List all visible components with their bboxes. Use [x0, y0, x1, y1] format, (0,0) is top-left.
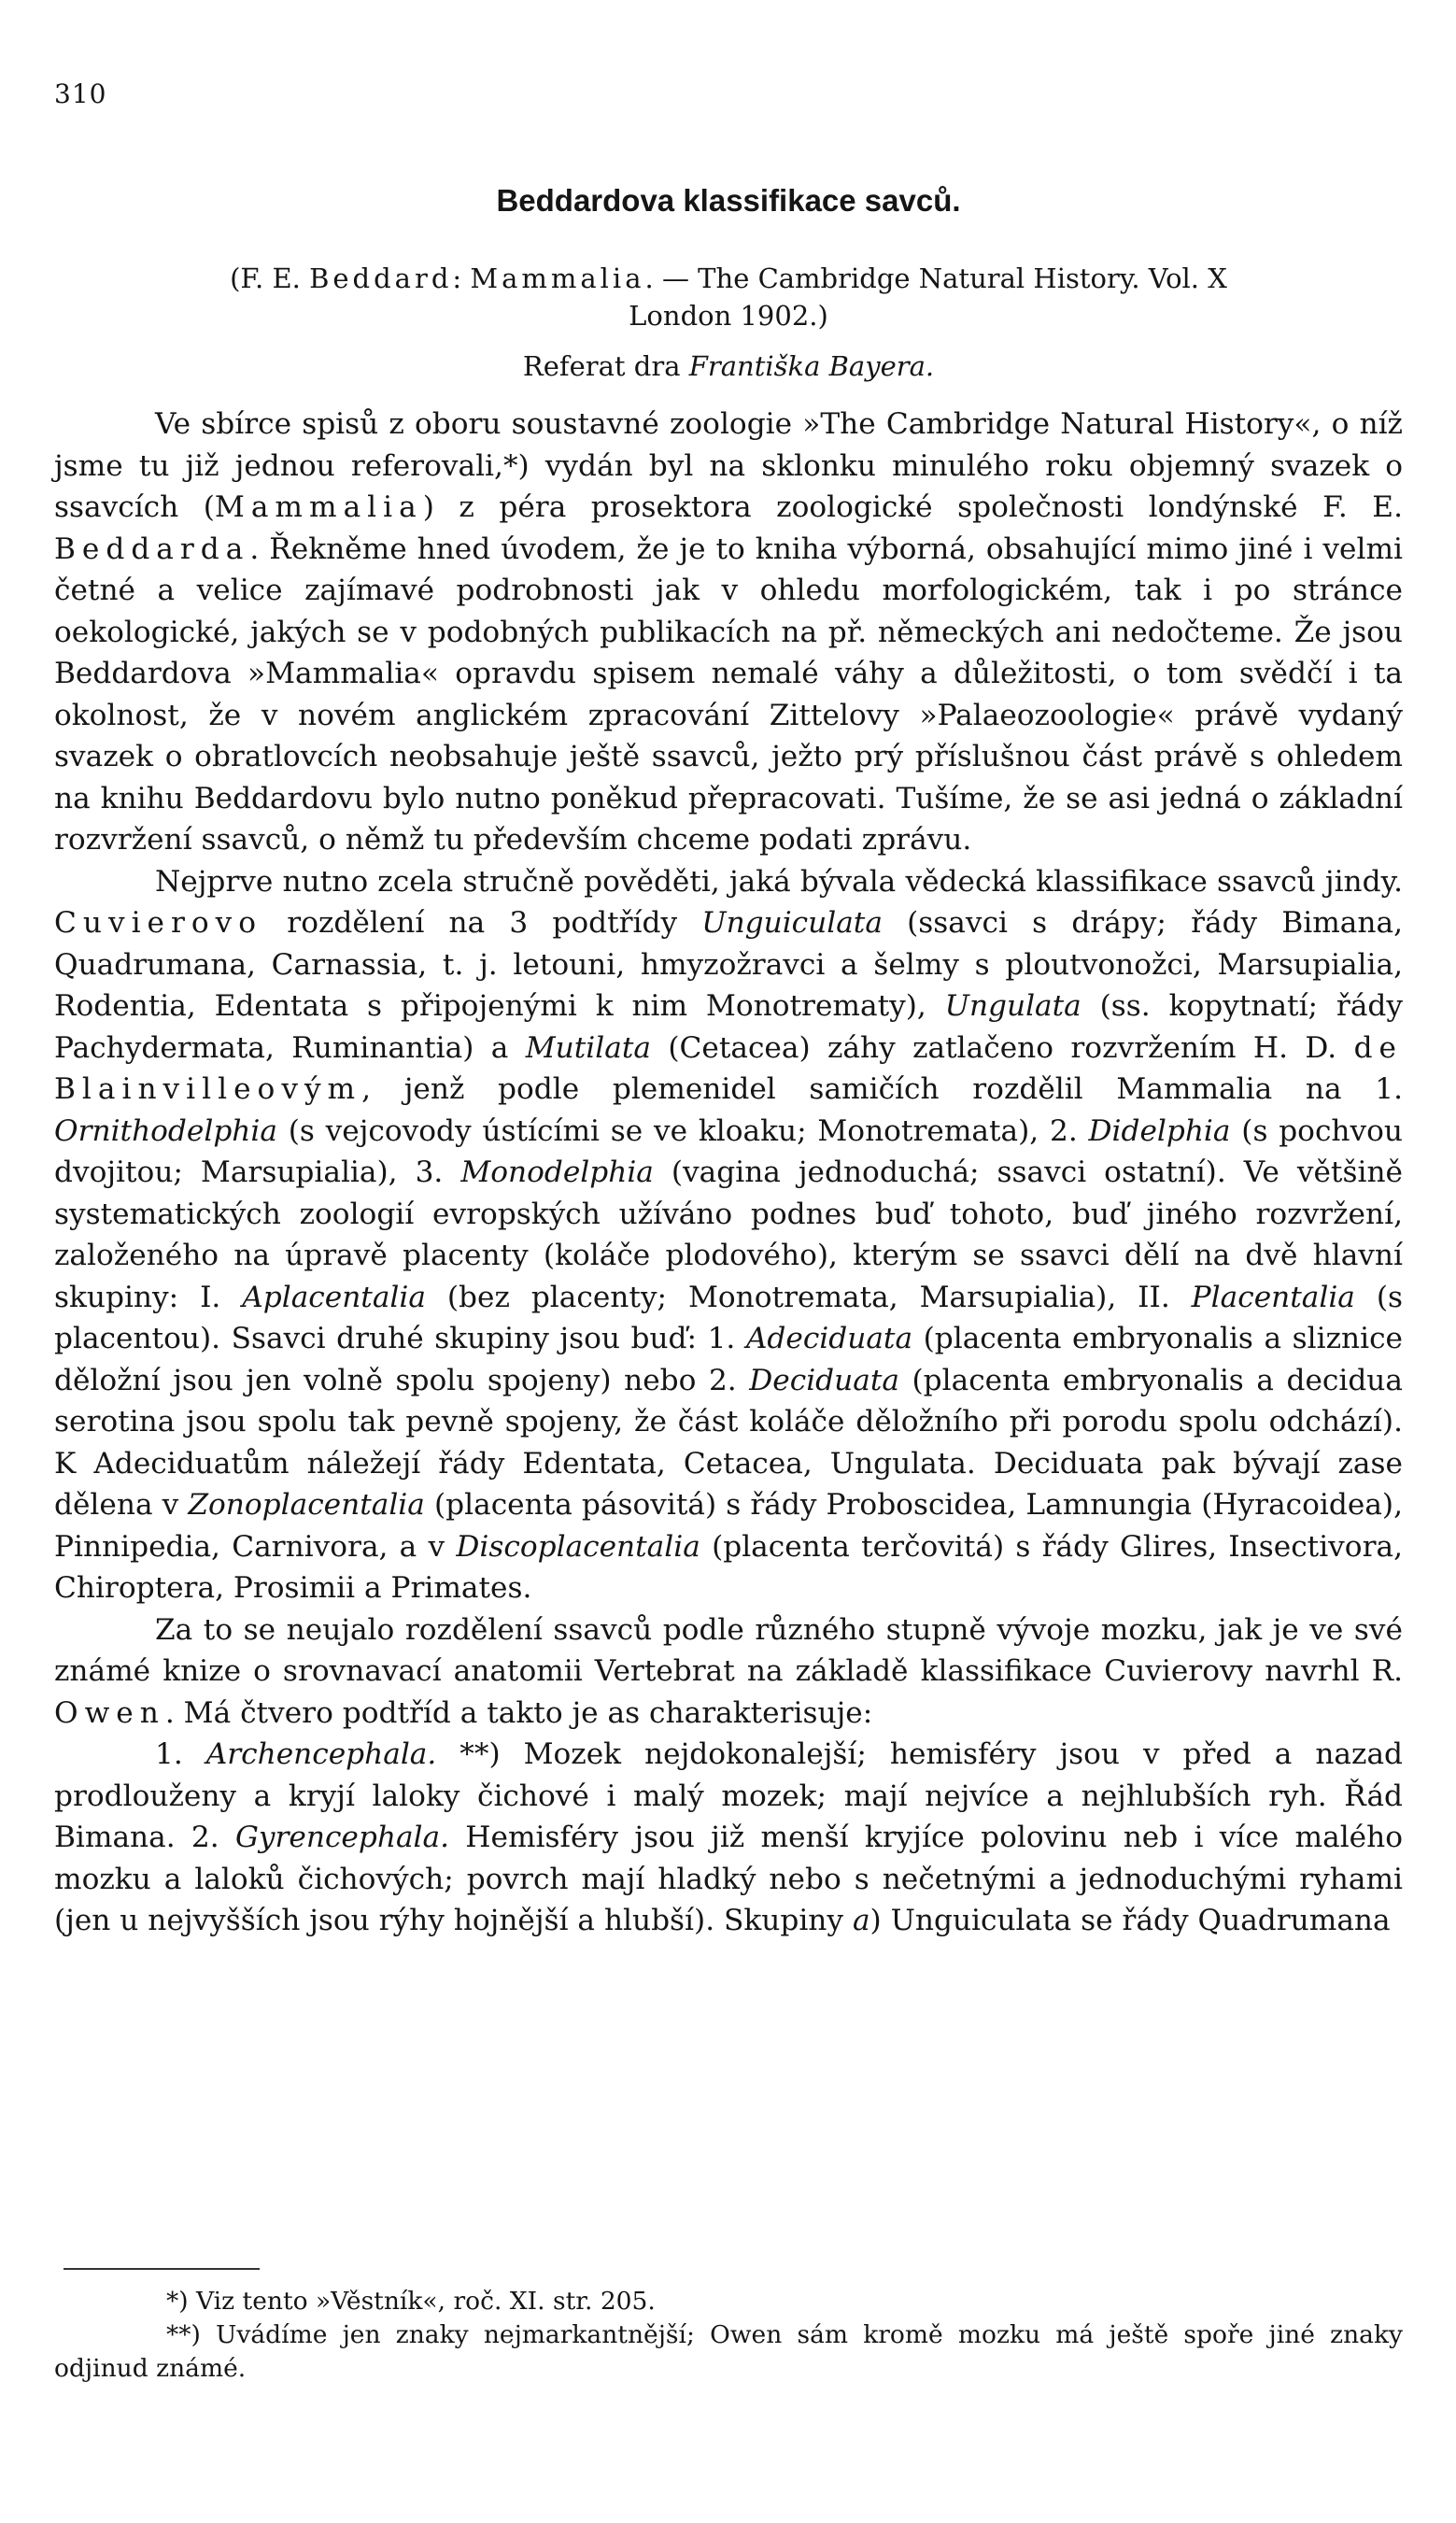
text-span: (ssavci s drápy; řády Bimana, Quadrumana, Carnassia, t. j. letouni, hmyzožravci a šelmy s ploutvonožci, Marsupialia, Rodentia, Edentata s připojenými k nim Monotrematy), — [54, 906, 1403, 1023]
text-span: rozdělení na 3 podtřídy — [262, 906, 702, 940]
italic-term: Discoplacentalia — [456, 1529, 700, 1564]
italic-term: Placentalia — [1191, 1280, 1355, 1314]
article-body — [54, 404, 1403, 1942]
text-span: . Řekněme hned úvodem, že je to kniha výborná, obsahující mimo jiné i velmi četné a velice zajímavé podrobnosti jak v ohledu morfologickém, tak i po stránce oekologické, jakých se v podobných publikacích na př. německých ani nedočteme. Že jsou Beddardova »Mammalia« opravdu spisem nemalé váhy a důležitosti, o tom svědčí i ta okolnost, že v novém anglickém zpracování Zittelovy »Palaeozoologie« právě vydaný svazek o obratlovcích neobsahuje ještě ssavců, ježto prý příslušnou část právě s ohledem na knihu Beddardovu bylo nutno poněkud přepracovati. Tušíme, že se asi jedná o základní rozvržení ssavců, o němž tu především chceme podati zprávu. — [54, 532, 1403, 857]
text-span: (placenta terčovitá) s řády Glires, Insectivora, Chiroptera, Prosimii a Primates. — [54, 1529, 1403, 1605]
text-span: 1. — [155, 1737, 206, 1771]
italic-term: Ornithodelphia — [54, 1113, 277, 1148]
referat-prefix: Referat dra — [522, 350, 689, 382]
spaced-name: Beddarda — [54, 532, 250, 566]
italic-term: Deciduata — [749, 1363, 899, 1397]
italic-term: Adeciduata — [745, 1322, 913, 1355]
citation-prefix: (F. E. — [230, 262, 310, 294]
text-span: ) z péra prosektora zoologické společnosti londýnské F. E. — [422, 490, 1403, 524]
text-span: (Cetacea) záhy zatlačeno rozvržením H. D. — [650, 1030, 1354, 1065]
article-title: Beddardova klassifikace savců. — [496, 183, 961, 218]
footnotes — [54, 2285, 1403, 2386]
text-span: (placenta embryonalis a sliznice děložní jsou jen volně spolu spojeny) nebo 2. — [54, 1322, 1404, 1397]
citation-rest: . — The Cambridge Natural History. Vol. X — [644, 262, 1227, 294]
italic-term: Unguiculata — [701, 906, 883, 940]
text-span: (bez placenty; Monotremata, Marsupialia), II. — [425, 1280, 1192, 1314]
italic-term: Ungulata — [944, 989, 1081, 1023]
text-span: . Má čtvero podtříd a takto je as charakterisuje: — [164, 1695, 873, 1730]
italic-term: a — [852, 1904, 870, 1937]
italic-term: Gyrencephala. — [234, 1821, 450, 1854]
italic-term: Archencephala. — [205, 1737, 437, 1771]
footnote-2: **) Uvádíme jen znaky nejmarkantnější; Owen sám kromě mozku má ještě spoře jiné znaky odjinud známé. — [54, 2320, 1403, 2383]
text-span: Ve sbírce spisů z oboru soustavné zoologie »The Cambridge Natural History«, o níž jsme tu již jednou referovali,*) vydán byl na sklonku minulého roku objemný svazek o ssavcích ( — [54, 407, 1403, 524]
text-span: (ss. kopytnatí; řády Pachydermata, Ruminantia) a — [54, 989, 1404, 1065]
text-span: ) Unguiculata se řády Quadrumana — [869, 1904, 1391, 1937]
citation-work: Mammalia — [470, 262, 645, 294]
paragraph-4 — [54, 1734, 1403, 1942]
text-span: (placenta pásovitá) s řády Proboscidea, Lamnungia (Hyracoidea), Pinnipedia, Carnivora, a v — [54, 1488, 1403, 1564]
citation-author: Beddard — [309, 262, 453, 294]
text-span: (vagina jednoduchá; ssavci ostatní). Ve většině systematických zoologií evropských užíváno podnes buď tohoto, buď jiného rozvržení, založeného na úpravě placenty (koláče plodového), kterým se ssavci dělí na dvě hlavní skupiny: I. — [54, 1155, 1403, 1314]
text-span: (placenta embryonalis a decidua serotina jsou spolu tak pevně spojeny, že část koláče děložního při porodu spolu odchází). K Adeciduatům náležejí řády Edentata, Cetacea, Ungulata. Deciduata pak bývají zase dělena v — [54, 1363, 1403, 1522]
paragraph-1 — [54, 404, 1403, 861]
italic-term: Aplacentalia — [242, 1280, 426, 1314]
italic-term: Mutilata — [525, 1030, 651, 1065]
footnote-1: *) Viz tento »Věstník«, roč. XI. str. 205. — [166, 2287, 656, 2316]
paragraph-2 — [54, 861, 1403, 1609]
text-span: (s placentou). Ssavci druhé skupiny jsou buď: 1. — [54, 1280, 1404, 1355]
text-span: (s pochvou dvojitou; Marsupialia), 3. — [54, 1113, 1403, 1189]
spaced-term: Mammalia — [214, 490, 423, 524]
citation — [54, 260, 1403, 334]
referat-author: Františka Bayera. — [688, 350, 935, 382]
referat-line — [54, 347, 1403, 385]
text-span: (s vejcovody ústícími se ve kloaku; Monotremata), 2. — [276, 1113, 1089, 1148]
text-span: **) Mozek nejdokonalejší; hemisféry jsou v před a nazad prodlouženy a kryjí laloky čichové i malý mozek; mají nejvíce a nejhlubších ryh. Řád Bimana. 2. — [54, 1737, 1403, 1854]
citation-colon: : — [452, 262, 471, 294]
citation-line2: London 1902.) — [629, 300, 828, 332]
text-span: Za to se neujalo rozdělení ssavců podle různého stupně vývoje mozku, jak je ve své známé knize o srovnavací anatomii Vertebrat na základě klassifikace Cuvierovy navrhl R. — [54, 1612, 1403, 1688]
spaced-name: Owen — [54, 1695, 165, 1730]
article-header — [54, 183, 1403, 385]
italic-term: Zonoplacentalia — [188, 1488, 425, 1522]
text-span: , jenž podle plemenidel samičích rozdělil Mammalia na 1. — [361, 1072, 1403, 1106]
spaced-name: Cuvierovo — [54, 906, 263, 940]
spaced-name: de Blainvilleovým — [54, 1030, 1403, 1106]
paragraph-3 — [54, 1609, 1403, 1735]
footnote-divider — [64, 2268, 260, 2270]
italic-term: Didelphia — [1088, 1113, 1231, 1148]
page-number: 310 — [54, 78, 107, 109]
text-span: Nejprve nutno zcela stručně pověděti, jaká bývala vědecká klassifikace ssavců jindy. — [155, 864, 1403, 899]
italic-term: Monodelphia — [460, 1155, 654, 1189]
text-span: Hemisféry jsou již menší kryjíce polovinu neb i více malého mozku a laloků čichových; povrch mají hladký nebo s nečetnými a jednoduchými ryhami (jen u nejvyšších jsou rýhy hojnější a hlubší). Skupiny — [54, 1821, 1403, 1937]
